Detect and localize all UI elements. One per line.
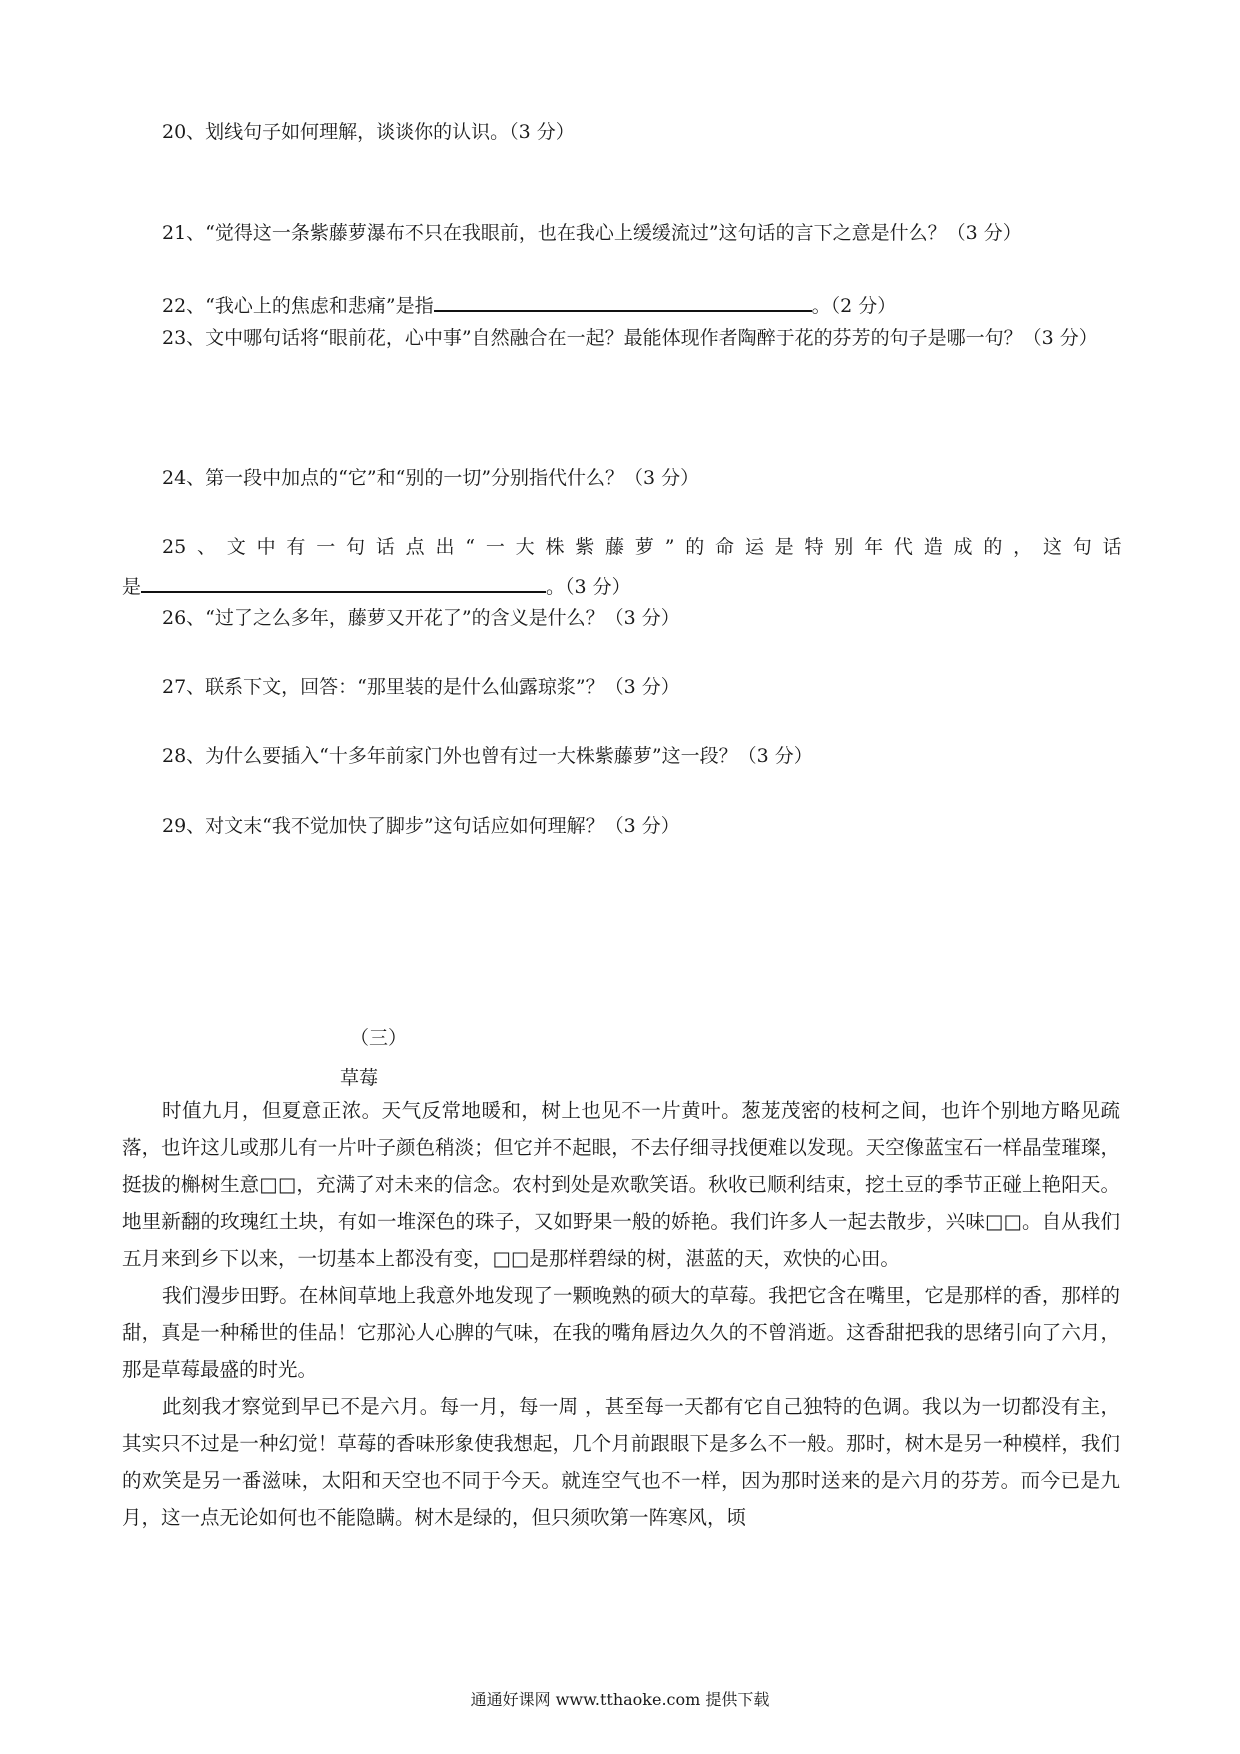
- q22-suffix: 。（2 分）: [811, 295, 897, 317]
- q25-line1-char: 成: [953, 536, 973, 558]
- q28: 28、为什么要插入“十多年前家门外也曾有过一大株紫藤萝”这一段？（3 分）: [162, 745, 813, 767]
- q25-line1-char: 话: [375, 536, 395, 558]
- passage-title: 草莓: [340, 1067, 379, 1089]
- section-number: （三）: [350, 1027, 408, 1049]
- q25-line1-char: 的: [685, 536, 705, 558]
- q25-line1-char: 句: [346, 536, 366, 558]
- q25-line1-char: 出: [435, 536, 455, 558]
- q22-answer-blank[interactable]: [434, 290, 812, 312]
- q25-line1-char: 大: [515, 536, 535, 558]
- q25-suffix: 。（3 分）: [546, 576, 631, 598]
- q25-line1-char: 藤: [605, 536, 625, 558]
- q25-answer-blank[interactable]: [141, 571, 546, 593]
- q25-line1-char: 中: [256, 536, 276, 558]
- q25-line1-char: ，: [1013, 536, 1033, 558]
- q25-line1-char: 一: [485, 536, 505, 558]
- q27: 27、联系下文，回答：“那里装的是什么仙露琼浆”？（3 分）: [162, 676, 680, 698]
- q25-line1-char: 这: [1042, 536, 1062, 558]
- q25-line1-char: 点: [405, 536, 425, 558]
- q25-line1-char: 运: [744, 536, 764, 558]
- q25-line1-char: 紫: [575, 536, 595, 558]
- q25-line1-char: 文: [226, 536, 246, 558]
- q25-line1-char: 萝: [634, 536, 654, 558]
- q25-line1-char: ”: [664, 536, 675, 558]
- passage-paragraph-2: 我们漫步田野。在林间草地上我意外地发现了一颗晚熟的硕大的草莓。我把它含在嘴里，它是那样的香，那样的甜，真是一种稀世的佳品！它那沁人心脾的气味，在我的嘴角唇边久久的不曾消逝。这香甜把我的思绪引向了六月，那是草莓最盛的时光。: [122, 1284, 1120, 1381]
- q25-line1-char: 造: [923, 536, 943, 558]
- q25-line1-char: “: [465, 536, 476, 558]
- footer-credit: 通通好课网 www.tthaoke.com 提供下载: [470, 1690, 770, 1709]
- q25-prefix: 是: [122, 576, 142, 598]
- q23: 23、文中哪句话将“眼前花，心中事”自然融合在一起？最能体现作者陶醉于花的芬芳的句子是哪一句？（3 分）: [162, 327, 1098, 349]
- q25-line1-char: 特: [804, 536, 824, 558]
- q25-line1-char: 有: [286, 536, 306, 558]
- q25-line1-char: 代: [893, 536, 913, 558]
- q25-line1-char: 句: [1072, 536, 1092, 558]
- q29: 29、对文末“我不觉加快了脚步”这句话应如何理解？（3 分）: [162, 815, 680, 837]
- q21: 21、“觉得这一条紫藤萝瀑布不只在我眼前，也在我心上缓缓流过”这句话的言下之意是什么？（3 分）: [162, 222, 1022, 244]
- q25-line1-char: 的: [983, 536, 1003, 558]
- q25-line1-char: 命: [715, 536, 735, 558]
- q22-prefix: 22、“我心上的焦虑和悲痛”是指: [162, 295, 434, 317]
- q25-line1-char: 、: [196, 536, 216, 558]
- q22: [162, 290, 896, 320]
- q25-line1: [122, 527, 1122, 567]
- q24: 24、第一段中加点的“它”和“别的一切”分别指代什么？（3 分）: [162, 467, 700, 489]
- q25-line1-char: 一: [316, 536, 336, 558]
- q25-line1-char: 话: [1102, 536, 1122, 558]
- passage: [122, 1092, 1120, 1536]
- q25-line2: [122, 567, 1122, 607]
- q26: 26、“过了之么多年，藤萝又开花了”的含义是什么？（3 分）: [162, 607, 680, 629]
- q20: 20、划线句子如何理解，谈谈你的认识。（3 分）: [162, 121, 575, 143]
- q25-line1-char: 是: [774, 536, 794, 558]
- q25-line1-char: 株: [545, 536, 565, 558]
- q25: [122, 527, 1122, 607]
- q25-line1-char: 25: [162, 536, 187, 558]
- passage-paragraph-3: 此刻我才察觉到早已不是六月。每一月，每一周 ，甚至每一天都有它自己独特的色调。我以为一切都没有主，其实只不过是一种幻觉！草莓的香味形象使我想起，几个月前跟眼下是多么不一般。那时，树木是另一种模样，我们的欢笑是另一番滋味，太阳和天空也不同于今天。就连空气也不一样，因为那时送来的是六月的芬芳。而今已是九月，这一点无论如何也不能隐瞒。树木是绿的，但只须吹第一阵寒风，顷: [122, 1395, 1120, 1529]
- passage-paragraph-1: 时值九月，但夏意正浓。天气反常地暖和，树上也见不一片黄叶。葱茏茂密的枝柯之间，也许个别地方略见疏落，也许这儿或那儿有一片叶子颜色稍淡；但它并不起眼，不去仔细寻找便难以发现。天空像蓝宝石一样晶莹璀璨，挺拔的槲树生意□□，充满了对未来的信念。农村到处是欢歌笑语。秋收已顺利结束，挖土豆的季节正碰上艳阳天。地里新翻的玫瑰红土块，有如一堆深色的珠子，又如野果一般的娇艳。我们许多人一起去散步，兴味□□。自从我们五月来到乡下以来，一切基本上都没有变，□□是那样碧绿的树，湛蓝的天，欢快的心田。: [122, 1099, 1120, 1270]
- q25-line1-char: 年: [864, 536, 884, 558]
- q25-line1-char: 别: [834, 536, 854, 558]
